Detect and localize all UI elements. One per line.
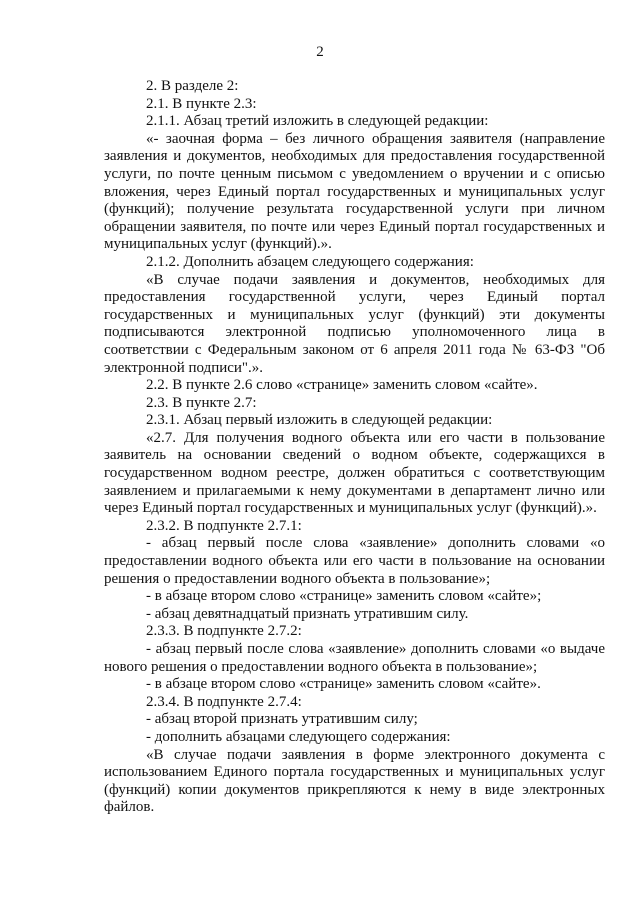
paragraph: - абзац девятнадцатый признать утратившим силу. [146,605,469,622]
paragraph: - абзац первый после слова «заявление» дополнить словами «о предоставлении водного объекта или его части в пользование на основании решения о предоставлении водного объекта в пользование»; [104,535,605,587]
paragraph: «- заочная форма – без личного обращения заявителя (направление заявления и документов, необходимых для предоставления государственной услуги, по почте ценным письмом с уведомлением о вручении и с описью вложения, через Единый портал государственных и муниципальных услуг (функций); получение результата государственной услуги при личном обращении заявителя, по почте или через Единый портал государственных и муниципальных услуг (функций).». [104,130,605,253]
paragraph: 2. В разделе 2: [146,78,239,94]
paragraph: «2.7. Для получения водного объекта или его части в пользование заявитель на основании сведений о водном объекте, содержащихся в государственном водном реестре, должен обратиться с соответствующим заявлением и прилагаемыми к нему документами в департамент лично или через Единый портал государственных и муниципальных услуг (функций).». [104,429,605,517]
paragraph: 2.1.2. Дополнить абзацем следующего содержания: [146,253,474,270]
document-body [104,78,605,817]
paragraph: «В случае подачи заявления и документов, необходимых для предоставления государственной услуги, через Единый портал государственных и муниципальных услуг (функций) эти документы подписываются электронной подписью уполномоченного лица в соответствии с Федеральным законом от 6 апреля 2011 года № 63-ФЗ "Об электронной подписи".». [104,271,605,376]
paragraph: 2.3.2. В подпункте 2.7.1: [146,517,302,534]
paragraph: 2.2. В пункте 2.6 слово «странице» заменить словом «сайте». [146,377,538,394]
paragraph: 2.3. В пункте 2.7: [146,394,257,411]
paragraph: «В случае подачи заявления в форме электронного документа с использованием Единого портала государственных и муниципальных услуг (функций) копии документов прикрепляются к нему в виде электронных файлов. [104,746,605,816]
paragraph: - дополнить абзацами следующего содержания: [146,728,451,745]
page-number: 2 [316,44,324,60]
paragraph: - в абзаце втором слово «странице» заменить словом «сайте». [146,676,541,693]
paragraph: 2.3.3. В подпункте 2.7.2: [146,623,302,640]
paragraph: 2.3.4. В подпункте 2.7.4: [146,693,302,710]
paragraph: 2.3.1. Абзац первый изложить в следующей редакции: [146,412,493,429]
paragraph: - абзац первый после слова «заявление» дополнить словами «о выдаче нового решения о предоставлении водного объекта в пользование»; [104,641,605,675]
paragraph: 2.1. В пункте 2.3: [146,95,257,112]
paragraph: - в абзаце втором слово «странице» заменить словом «сайте»; [146,588,542,605]
paragraph: - абзац второй признать утратившим силу; [146,711,418,728]
paragraph: 2.1.1. Абзац третий изложить в следующей редакции: [146,113,489,130]
